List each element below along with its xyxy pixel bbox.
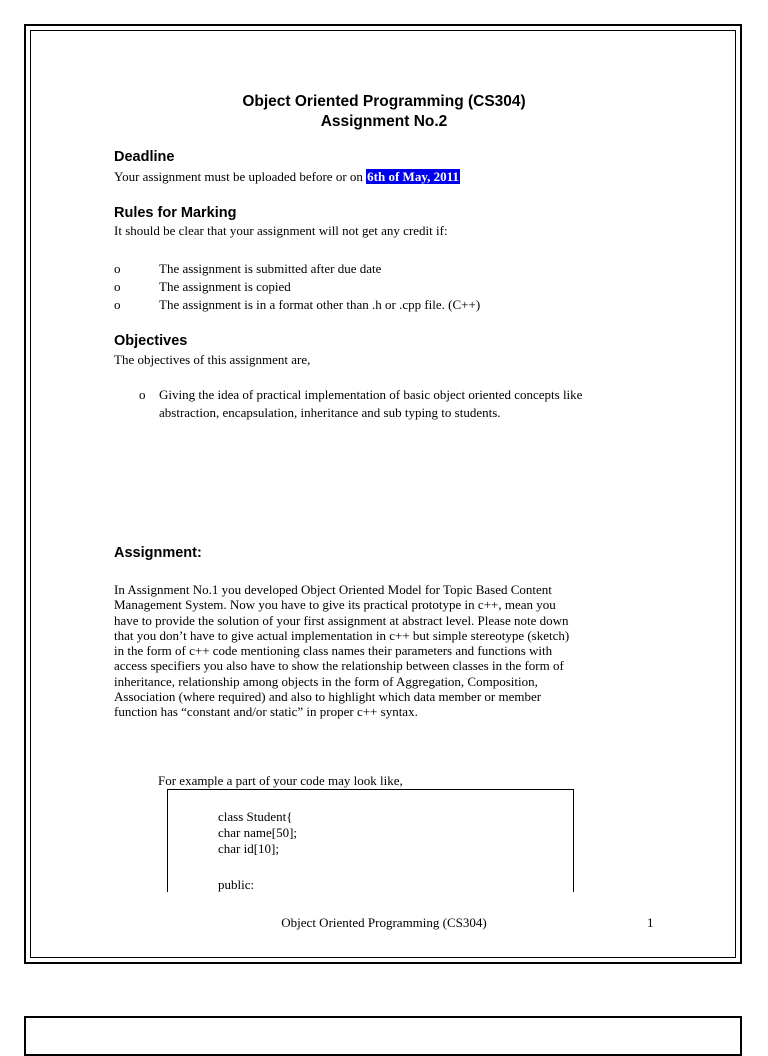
bullet-marker: o [114,297,121,312]
code-line: char id[10]; [218,841,280,856]
deadline-date: 6th of May, 2011 [367,169,459,184]
rules-intro: It should be clear that your assignment will not get any credit if: [114,223,448,238]
paragraph-line: access specifiers you also have to show the relationship between classes in the form of [114,658,564,674]
paragraph-line: that you don’t have to give actual implementation in c++ but simple stereotype (sketch) [114,627,570,643]
example-intro: For example a part of your code may look like, [158,773,403,788]
paragraph-line: Association (where required) and also to highlight which data member or member [114,689,542,705]
title-line-1: Object Oriented Programming (CS304) [242,93,526,110]
code-example-box [167,789,574,892]
bullet-marker: o [114,261,121,276]
paragraph-line: inheritance, relationship among objects in the form of Aggregation, Composition, [114,673,538,689]
objectives-item-line-1: Giving the idea of practical implementation of basic object oriented concepts like [159,387,583,402]
objectives-intro: The objectives of this assignment are, [114,352,311,367]
paragraph-line: Management System. Now you have to give its practical prototype in c++, mean you [114,597,556,613]
bullet-marker: o [139,387,146,402]
assignment-paragraph [114,582,674,720]
code-line: public: [218,877,255,892]
paragraph-line: in the form of c++ code mentioning class names their parameters and functions with [114,643,553,659]
next-page-edge [24,1016,742,1056]
code-line: char name[50]; [218,825,298,840]
rules-heading: Rules for Marking [114,205,237,221]
bullet-marker: o [114,279,121,294]
deadline-label: Your assignment must be uploaded before or on [114,169,367,184]
rules-item-text: The assignment is copied [159,279,291,294]
deadline-heading: Deadline [114,149,175,165]
rules-item-text: The assignment is in a format other than .h or .cpp file. (C++) [159,297,481,312]
paragraph-line: have to provide the solution of your first assignment at abstract level. Please note down [114,612,569,628]
rules-item-text: The assignment is submitted after due date [159,261,382,276]
title-line-2: Assignment No.2 [320,113,448,130]
assignment-heading: Assignment: [114,545,202,561]
objectives-heading: Objectives [114,333,188,349]
code-line: class Student{ [218,809,293,824]
footer-title: Object Oriented Programming (CS304) [281,915,487,930]
objectives-item-line-2: abstraction, encapsulation, inheritance and sub typing to students. [159,405,501,420]
deadline-text [114,169,460,185]
paragraph-line: function has “constant and/or static” in proper c++ syntax. [114,704,418,720]
paragraph-line: In Assignment No.1 you developed Object Oriented Model for Topic Based Content [114,582,552,597]
document-title [0,92,768,132]
page-number: 1 [647,915,654,930]
